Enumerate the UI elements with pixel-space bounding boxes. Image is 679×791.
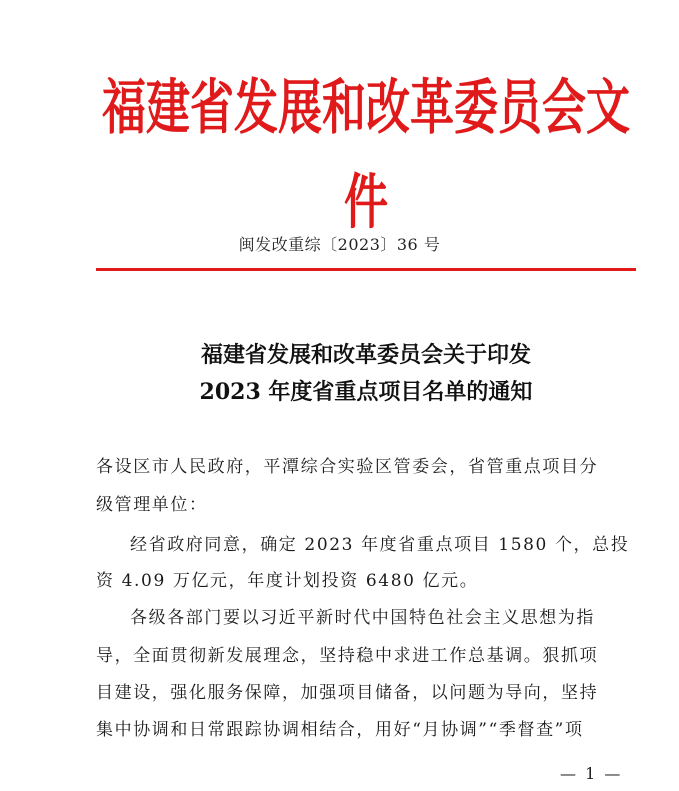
body-line-7: 目建设，强化服务保障，加强项目储备，以问题为导向，坚持 bbox=[96, 683, 599, 703]
body-line-3: 经省政府同意，确定 2023 年度省重点项目 1580 个，总投 bbox=[130, 535, 630, 555]
body-line-4: 资 4.09 万亿元，年度计划投资 6480 亿元。 bbox=[96, 571, 479, 591]
document-number: 闽发改重综〔2023〕36 号 bbox=[238, 235, 441, 254]
body-line-1: 各设区市人民政府，平潭综合实验区管委会，省管重点项目分 bbox=[96, 457, 599, 477]
red-divider-line bbox=[96, 268, 636, 271]
body-line-2: 级管理单位： bbox=[96, 495, 208, 515]
page-number: — 1 — bbox=[560, 764, 623, 783]
body-line-6: 导，全面贯彻新发展理念，坚持稳中求进工作总基调。狠抓项 bbox=[96, 646, 599, 666]
document-title-line-2: 2023 年度省重点项目名单的通知 bbox=[199, 379, 533, 405]
document-title-line-1: 福建省发展和改革委员会关于印发 bbox=[200, 342, 531, 368]
body-line-5: 各级各部门要以习近平新时代中国特色社会主义思想为指 bbox=[130, 608, 595, 628]
issuer-header: 福建省发展和改革委员会文件 bbox=[102, 74, 630, 238]
body-line-8: 集中协调和日常跟踪协调相结合，用好“月协调”“季督查”项 bbox=[96, 720, 584, 740]
